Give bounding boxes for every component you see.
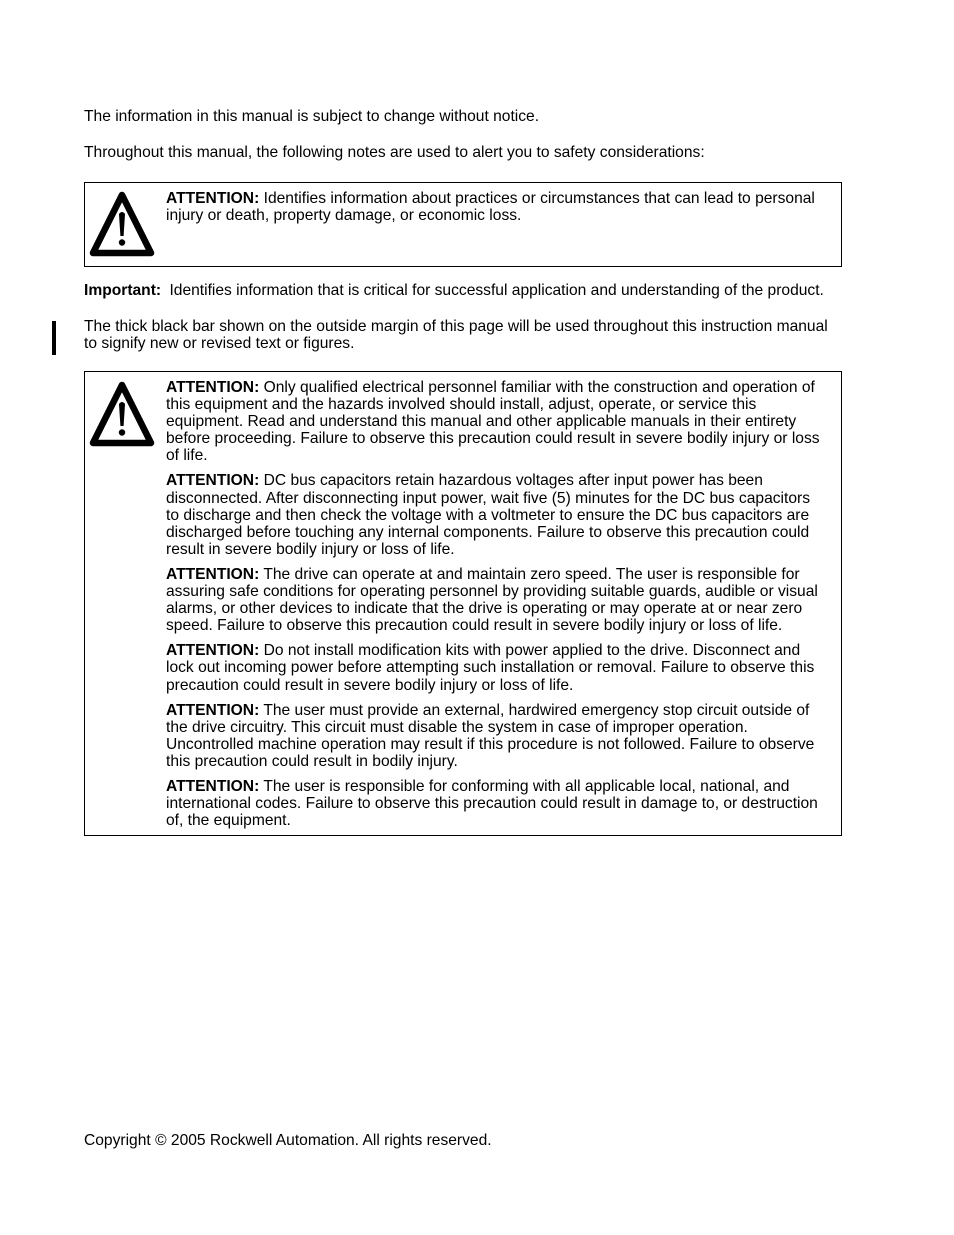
attention-definition-text [166, 190, 826, 224]
attention-note-text: The user is responsible for conforming with all applicable local, national, and international codes. Failure to observe this precaution could result in damage to, or destruction of, the equipment. [166, 777, 818, 830]
important-label: Important: [84, 282, 162, 299]
intro-line-safety-notes: Throughout this manual, the following notes are used to alert you to safety considerations: [84, 144, 705, 161]
attention-definition [166, 183, 826, 224]
attention-definition-box [84, 182, 842, 267]
attention-definition-body: Identifies information about practices or circumstances that can lead to personal injury or death, property damage, or economic loss. [166, 190, 815, 225]
attention-note-emergency-stop [166, 702, 826, 770]
important-definition-body: Identifies information that is critical for successful application and understanding of the product. [169, 282, 824, 299]
important-definition [84, 282, 842, 299]
attention-note-text: DC bus capacitors retain hazardous voltages after input power has been disconnected. After disconnecting input power, wait five (5) minutes for the DC bus capacitors to discharge and then check the voltage with a voltmeter to ensure the DC bus capacitors are discharged before touching any internal components. Failure to observe this precaution could result in severe bodily injury or loss of life. [166, 472, 811, 558]
attention-label: ATTENTION: [166, 472, 260, 490]
change-bar-explanation: The thick black bar shown on the outside margin of this page will be used throughout this instruction manual to signify new or revised text or figures. [84, 318, 828, 353]
attention-note-text: Only qualified electrical personnel familiar with the construction and operation of this equipment and the hazards involved should install, adjust, operate, or service this equipment. Read and understand this manual and other applicable manuals in their entirety before proceeding. Failure to observe this precaution could result in severe bodily injury or loss of life. [166, 379, 820, 465]
attention-notes-list [166, 372, 826, 835]
attention-note-codes-compliance [166, 778, 826, 829]
attention-warnings-box [84, 371, 842, 836]
attention-label: ATTENTION: [166, 190, 260, 207]
attention-label: ATTENTION: [166, 642, 260, 660]
attention-label: ATTENTION: [166, 379, 260, 396]
attention-label: ATTENTION: [166, 701, 260, 719]
attention-note-qualified-personnel [166, 379, 826, 464]
attention-note-dc-bus-capacitors [166, 472, 826, 557]
attention-note-text: Do not install modification kits with power applied to the drive. Disconnect and lock out incoming power before attempting such installation or removal. Failure to observe this precaution could result in severe bodily injury or loss of life. [166, 642, 815, 694]
change-bar-marker [52, 321, 56, 355]
attention-note-text: The user must provide an external, hardwired emergency stop circuit outside of the drive circuitry. This circuit must disable the system in case of improper operation. Uncontrolled machine operation may result if this procedure is not followed. Failure to observe this precaution could result in bodily injury. [166, 701, 815, 770]
attention-note-text: The drive can operate at and maintain zero speed. The user is responsible for assuring safe conditions for operating personnel by providing suitable guards, audible or visual alarms, or other devices to indicate that the drive is operating or may operate at or near zero speed. Failure to observe this precaution could result in severe bodily injury or loss of life. [166, 565, 818, 635]
copyright-notice: Copyright © 2005 Rockwell Automation. All rights reserved. [84, 1132, 492, 1149]
warning-triangle-icon [89, 190, 155, 258]
attention-label: ATTENTION: [166, 565, 260, 583]
warning-triangle-icon [89, 380, 155, 448]
attention-note-zero-speed [166, 566, 826, 634]
intro-line-change-notice: The information in this manual is subject to change without notice. [84, 108, 540, 125]
attention-note-modification-kits [166, 642, 826, 693]
attention-label: ATTENTION: [166, 777, 260, 795]
